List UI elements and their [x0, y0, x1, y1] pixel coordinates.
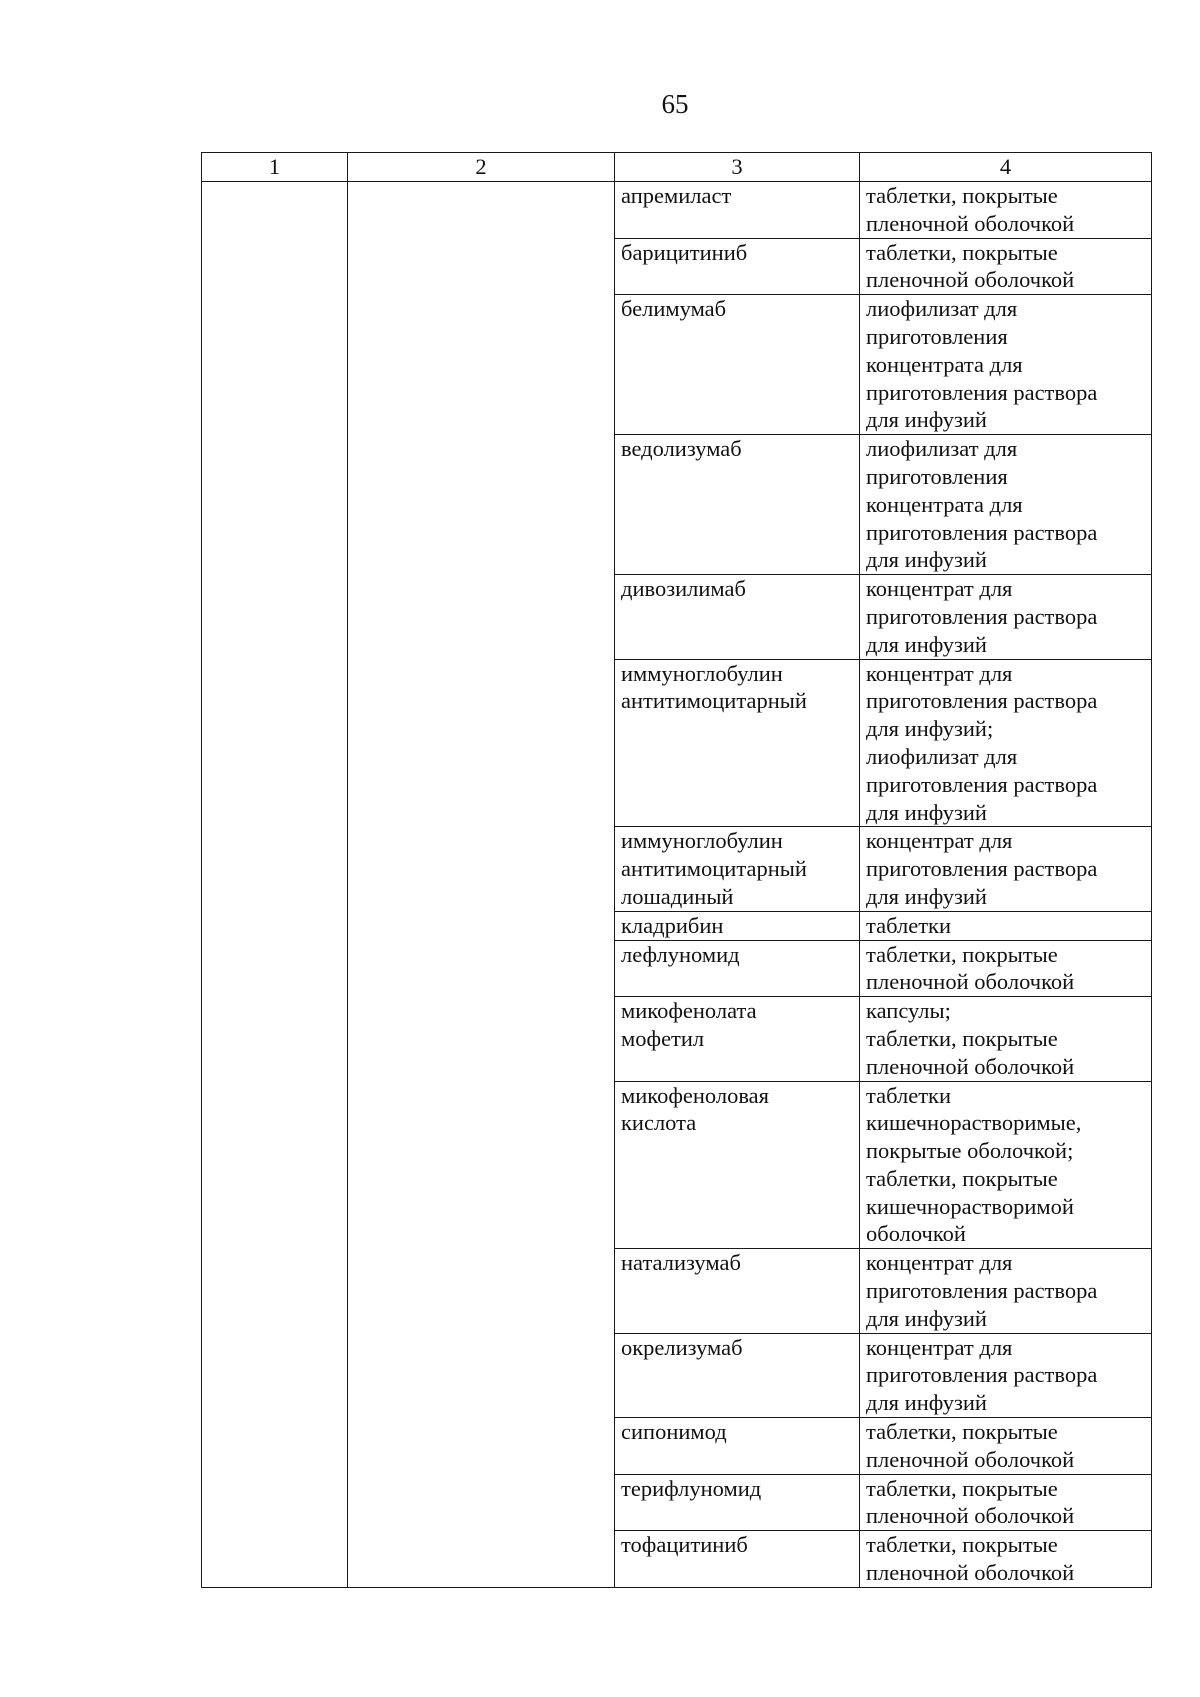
substance-cell: тофацитиниб — [615, 1531, 860, 1588]
code-cell — [202, 182, 348, 1588]
dosage-form-cell: таблетки, покрытые пленочной оболочкой — [860, 238, 1152, 295]
substance-cell: апремиласт — [615, 182, 860, 239]
substance-cell: белимумаб — [615, 295, 860, 435]
dosage-form-cell: капсулы; таблетки, покрытые пленочной оболочкой — [860, 997, 1152, 1081]
dosage-form-cell: таблетки, покрытые пленочной оболочкой — [860, 182, 1152, 239]
substance-cell: микофенолата мофетил — [615, 997, 860, 1081]
column-header-4: 4 — [860, 153, 1152, 182]
dosage-form-cell: таблетки — [860, 911, 1152, 940]
dosage-form-cell: концентрат для приготовления раствора для инфузий — [860, 575, 1152, 659]
dosage-form-cell: концентрат для приготовления раствора для инфузий — [860, 827, 1152, 911]
dosage-form-cell: таблетки, покрытые пленочной оболочкой — [860, 1474, 1152, 1531]
substance-cell: сипонимод — [615, 1418, 860, 1475]
page-number: 65 — [661, 89, 689, 119]
substance-cell: окрелизумаб — [615, 1333, 860, 1417]
substance-cell: кладрибин — [615, 911, 860, 940]
substance-cell: иммуноглобулин антитимоцитарный — [615, 659, 860, 827]
substance-cell: терифлуномид — [615, 1474, 860, 1531]
dosage-form-cell: лиофилизат для приготовления концентрата для приготовления раствора для инфузий — [860, 435, 1152, 575]
column-header-2: 2 — [348, 153, 615, 182]
substance-cell: ведолизумаб — [615, 435, 860, 575]
dosage-form-cell: таблетки, покрытые пленочной оболочкой — [860, 1418, 1152, 1475]
dosage-form-cell: концентрат для приготовления раствора для инфузий — [860, 1249, 1152, 1333]
dosage-form-cell: таблетки, покрытые пленочной оболочкой — [860, 940, 1152, 997]
drug-table — [201, 152, 1152, 1588]
substance-cell: микофеноловая кислота — [615, 1081, 860, 1249]
substance-cell: дивозилимаб — [615, 575, 860, 659]
substance-cell: лефлуномид — [615, 940, 860, 997]
dosage-form-cell: концентрат для приготовления раствора для инфузий — [860, 1333, 1152, 1417]
substance-cell: натализумаб — [615, 1249, 860, 1333]
dosage-form-cell: таблетки кишечнорастворимые, покрытые оболочкой; таблетки, покрытые кишечнорастворимой оболочкой — [860, 1081, 1152, 1249]
drug-table-body — [202, 153, 1152, 1588]
group-cell — [348, 182, 615, 1588]
dosage-form-cell: концентрат для приготовления раствора для инфузий; лиофилизат для приготовления раствора для инфузий — [860, 659, 1152, 827]
substance-cell: иммуноглобулин антитимоцитарный лошадиный — [615, 827, 860, 911]
dosage-form-cell: таблетки, покрытые пленочной оболочкой — [860, 1531, 1152, 1588]
substance-cell: барицитиниб — [615, 238, 860, 295]
dosage-form-cell: лиофилизат для приготовления концентрата для приготовления раствора для инфузий — [860, 295, 1152, 435]
column-header-3: 3 — [615, 153, 860, 182]
column-header-1: 1 — [202, 153, 348, 182]
table-row — [202, 182, 1152, 239]
table-header-row — [202, 153, 1152, 182]
